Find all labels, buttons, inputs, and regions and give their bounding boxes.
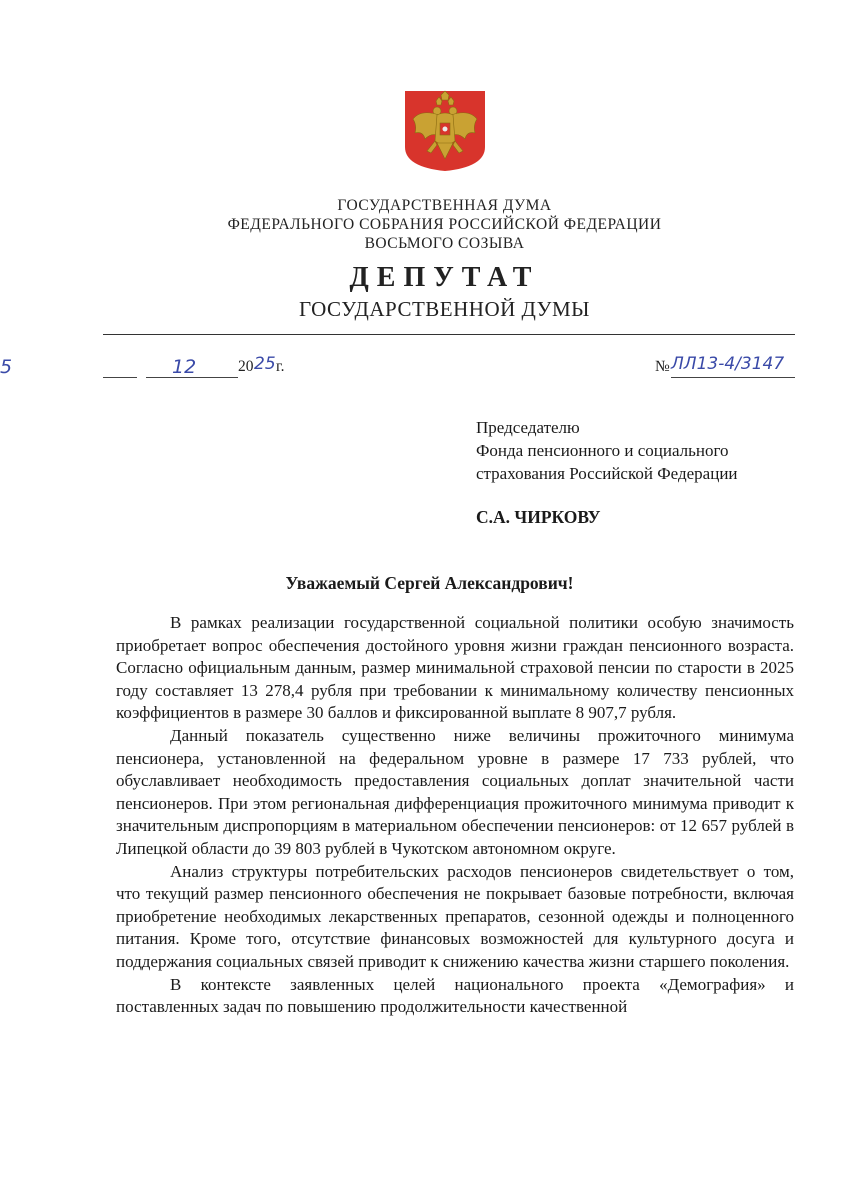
date-month: 12 xyxy=(172,356,197,378)
header-line-2: ФЕДЕРАЛЬНОГО СОБРАНИЯ РОССИЙСКОЙ ФЕДЕРАЦИИ xyxy=(227,216,662,233)
addressee-line-2: Фонда пенсионного и социального xyxy=(476,441,729,460)
header-line-1: ГОСУДАРСТВЕННАЯ ДУМА xyxy=(337,197,552,214)
letterhead-divider xyxy=(103,334,795,335)
body-paragraph: Анализ структуры потребительских расходов пенсионеров свидетельствует о том, что текущий размер пенсионного обеспечения не покрывает базовые потребности, включая приобретение необходимых лекарственных препаратов, сезонной одежды и полноценного питания. Кроме того, отсутствие финансовых возможностей для культурного досуга и поддержания социальных связей приводит к снижению качества жизни старшего поколения. xyxy=(116,861,794,971)
salutation: Уважаемый Сергей Александрович! xyxy=(285,573,574,593)
body-paragraph: В контексте заявленных целей национального проекта «Демография» и поставленных задач по повышению продолжительности качественной xyxy=(116,974,794,1017)
reference-sign: № xyxy=(655,358,670,375)
letterhead-subtitle: ГОСУДАРСТВЕННОЙ ДУМЫ xyxy=(299,297,590,321)
date-year-handwritten: 25 xyxy=(254,354,276,374)
letter-body xyxy=(116,612,794,1019)
date-year-prefix: 20 xyxy=(238,358,254,375)
addressee-line-1: Председателю xyxy=(476,418,580,437)
addressee-line-3: страхования Российской Федерации xyxy=(476,464,738,483)
addressee-name: С.А. ЧИРКОВУ xyxy=(476,507,601,527)
date-month-underline xyxy=(146,377,238,378)
coat-of-arms-icon xyxy=(403,89,487,173)
date-year-suffix: г. xyxy=(276,358,285,375)
reference-number: ЛЛ13-4/3147 xyxy=(671,354,785,374)
reference-underline xyxy=(671,377,795,378)
letterhead-title: ДЕПУТАТ xyxy=(349,262,540,293)
date-day-underline xyxy=(103,377,137,378)
body-paragraph: Данный показатель существенно ниже величины прожиточного минимума пенсионера, установленной на федеральном уровне в размере 17 733 рублей, что обуславливает необходимость предоставления социальных доплат значительной части пенсионеров. При этом региональная дифференциация прожиточного минимума приводит к значительным диспропорциям в материальном обеспечении пенсионеров: от 12 657 рублей в Липецкой области до 39 803 рублей в Чукотском автономном округе. xyxy=(116,725,794,858)
header-line-3: ВОСЬМОГО СОЗЫВА xyxy=(364,235,525,252)
body-paragraph: В рамках реализации государственной социальной политики особую значимость приобретает вопрос обеспечения достойного уровня жизни граждан пенсионного возраста. Согласно официальным данным, размер минимальной страховой пенсии по старости в 2025 году составляет 13 278,4 рубля при требовании к минимальному количеству пенсионных коэффициентов в размере 30 баллов и фиксированной выплате 8 907,7 рубля. xyxy=(116,613,794,723)
date-day: 5 xyxy=(0,356,13,378)
addressee-block xyxy=(476,416,738,485)
